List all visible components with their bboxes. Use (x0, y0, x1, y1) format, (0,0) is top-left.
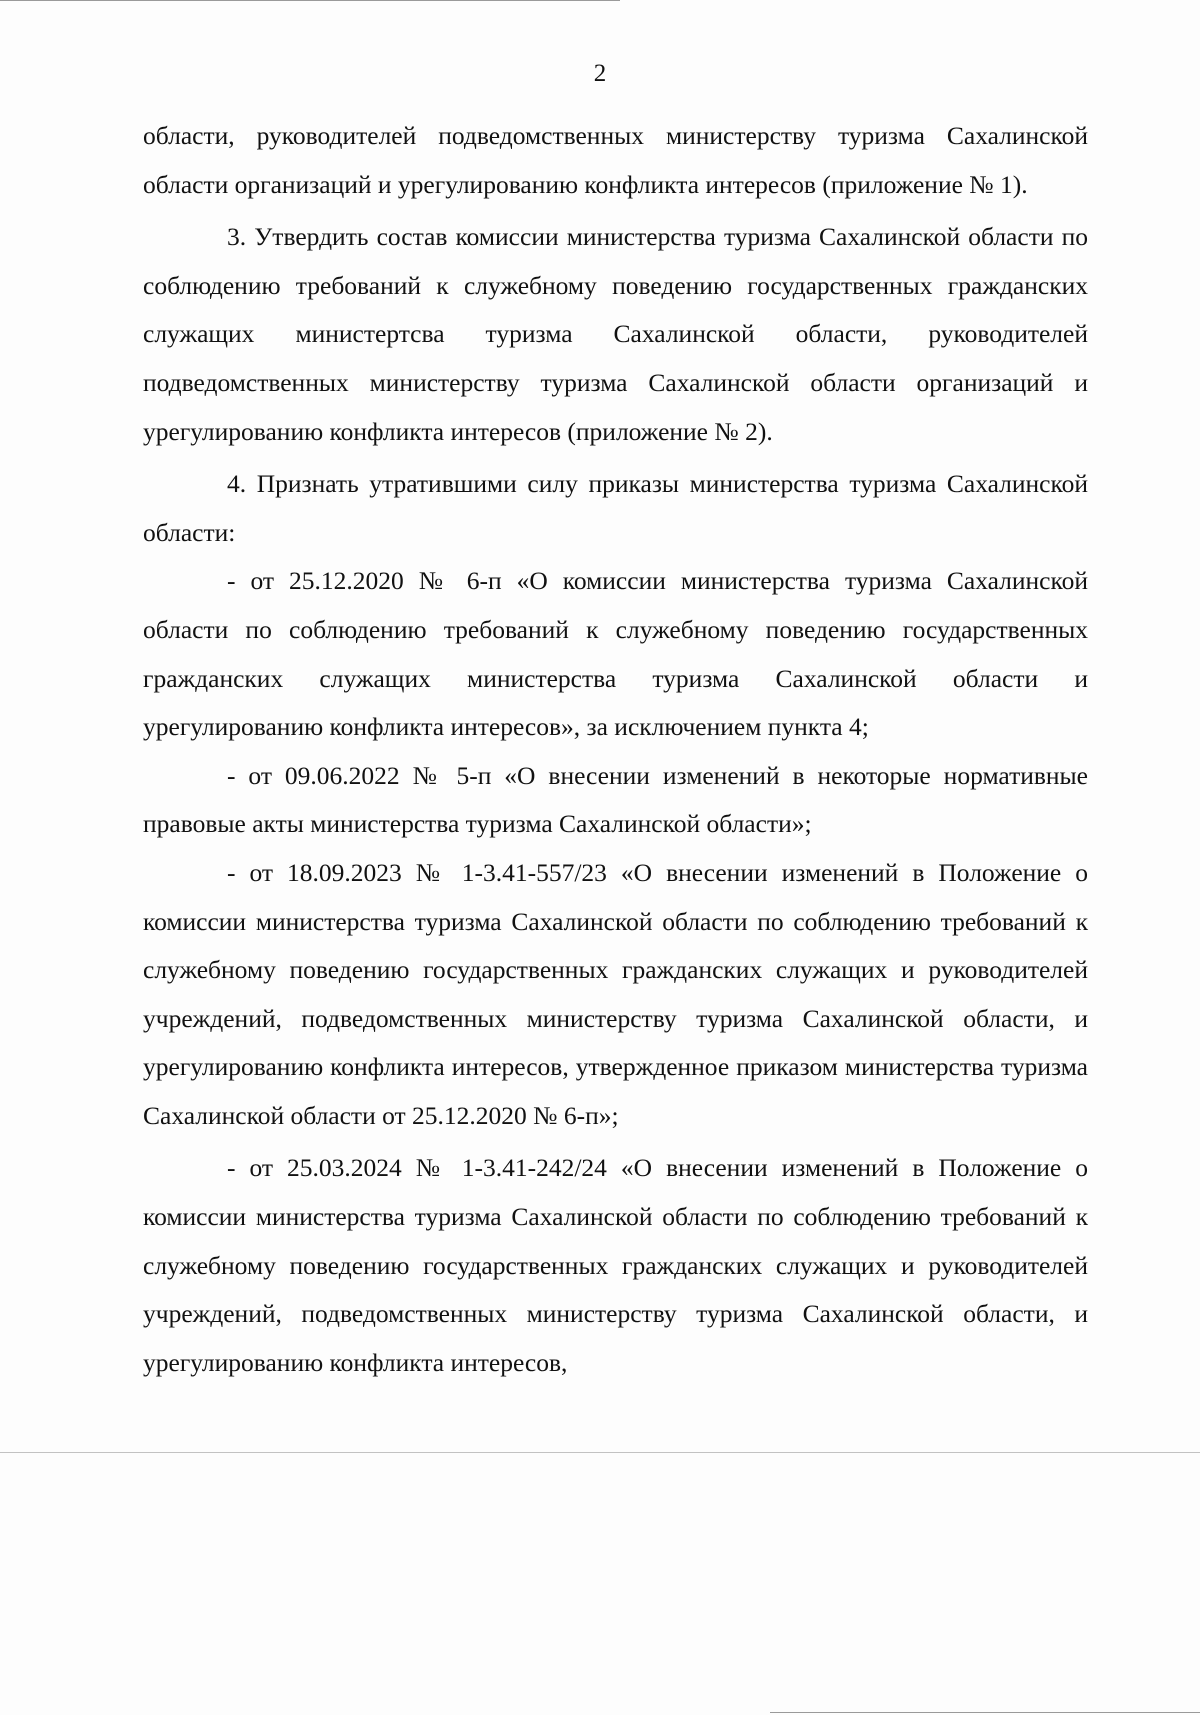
paragraph-continuation: области, руководителей подведомственных министерству туризма Сахалинской области организаций и урегулированию конфликта интересов (приложение № 1). (143, 121, 1088, 199)
list-item-order-2022: - от 09.06.2022 № 5-п «О внесении изменений в некоторые нормативные правовые акты министерства туризма Сахалинской области»; (143, 760, 1088, 839)
scan-edge-bottom (770, 1712, 1200, 1713)
list-item-order-2020: - от 25.12.2020 № 6-п «О комиссии министерства туризма Сахалинской области по соблюдению требований к служебному поведению государственных гражданских служащих министерства туризма Сахалинской области и урегулированию конфликта интересов», за исключением пункта 4; (143, 566, 1088, 742)
list-item-order-2023: - от 18.09.2023 № 1-3.41-557/23 «О внесении изменений в Положение о комиссии министерства туризма Сахалинской области по соблюдению требований к служебному поведению государственных гражданских служащих и руководителей учреждений, подведомственных министерству туризма Сахалинской области, и урегулированию конфликта интересов, утвержденное приказом министерства туризма Сахалинской области от 25.12.2020 № 6-п»; (143, 857, 1088, 1130)
scan-fold-line (0, 1452, 1200, 1453)
list-item-order-2024: - от 25.03.2024 № 1-3.41-242/24 «О внесении изменений в Положение о комиссии министерства туризма Сахалинской области по соблюдению требований к служебному поведению государственных гражданских служащих и руководителей учреждений, подведомственных министерству туризма Сахалинской области, и урегулированию конфликта интересов, (143, 1153, 1088, 1377)
scan-edge-top (0, 0, 620, 1)
document-body (143, 112, 1088, 1387)
paragraph-item-4: 4. Признать утратившими силу приказы министерства туризма Сахалинской области: (143, 469, 1088, 547)
paragraph-item-3: 3. Утвердить состав комиссии министерства туризма Сахалинской области по соблюдению требований к служебному поведению государственных гражданских служащих министертсва туризма Сахалинской области, руководителей подведомственных министерству туризма Сахалинской области организаций и урегулированию конфликта интересов (приложение № 2). (143, 222, 1088, 446)
page-number: 2 (593, 60, 607, 87)
